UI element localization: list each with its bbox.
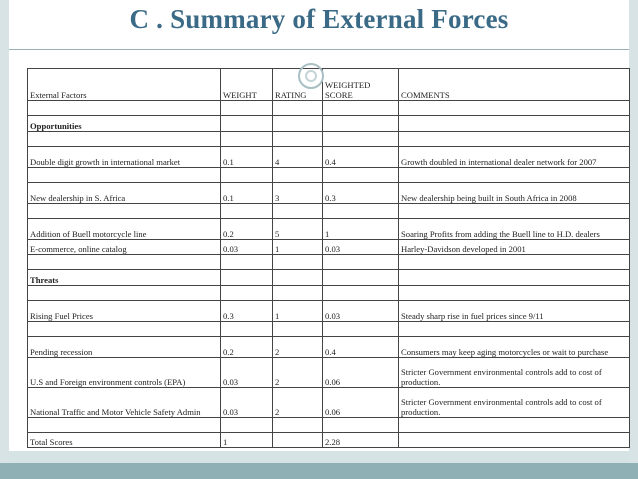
slide-title: C . Summary of External Forces (129, 4, 509, 34)
factor-cell: U.S and Foreign environment controls (EPA) (28, 358, 221, 388)
factor-cell: Rising Fuel Prices (28, 301, 221, 322)
comment-cell: New dealership being built in South Africa in 2008 (399, 183, 630, 204)
comment-cell: Soaring Profits from adding the Buell line to H.D. dealers (399, 219, 630, 240)
score-cell: 0.4 (323, 337, 399, 358)
weight-cell: 0.03 (221, 240, 273, 255)
factor-cell: Addition of Buell motorcycle line (28, 219, 221, 240)
score-cell: 0.06 (323, 358, 399, 388)
weight-cell: 0.1 (221, 147, 273, 168)
factor-cell: E-commerce, online catalog (28, 240, 221, 255)
comment-cell: Stricter Government environmental controls add to cost of production. (399, 388, 630, 418)
rating-cell: 1 (273, 301, 323, 322)
score-cell: 0.03 (323, 240, 399, 255)
rating-cell: 2 (273, 337, 323, 358)
header-weight: WEIGHT (221, 69, 273, 101)
rating-cell: 2 (273, 388, 323, 418)
section-label-opportunities: Opportunities (28, 116, 221, 132)
table-row (28, 240, 630, 255)
factor-cell: Pending recession (28, 337, 221, 358)
comment-cell: Stricter Government environmental controls add to cost of production. (399, 358, 630, 388)
table-spacer-row (28, 101, 630, 116)
table-spacer-row (28, 286, 630, 301)
rating-cell: 1 (273, 240, 323, 255)
decorative-circle-icon (298, 63, 324, 89)
score-cell: 1 (323, 219, 399, 240)
table-spacer-row (28, 204, 630, 219)
score-cell: 0.06 (323, 388, 399, 418)
comment-cell: Steady sharp rise in fuel prices since 9/11 (399, 301, 630, 322)
left-frame-border (0, 0, 9, 479)
weight-cell: 0.1 (221, 183, 273, 204)
bottom-frame-band-light (9, 451, 629, 463)
table-row (28, 301, 630, 322)
header-weighted-score: WEIGHTED SCORE (323, 69, 399, 101)
rating-cell: 5 (273, 219, 323, 240)
comment-cell: Harley-Davidson developed in 2001 (399, 240, 630, 255)
table-row (28, 183, 630, 204)
table-spacer-row (28, 418, 630, 433)
table-row (28, 147, 630, 168)
rating-cell: 3 (273, 183, 323, 204)
weight-cell: 0.03 (221, 358, 273, 388)
title-underline (9, 49, 629, 50)
score-cell: 0.4 (323, 147, 399, 168)
weight-cell: 0.3 (221, 301, 273, 322)
table-header-row (28, 69, 630, 101)
weight-cell: 0.03 (221, 388, 273, 418)
comment-cell: Growth doubled in international dealer network for 2007 (399, 147, 630, 168)
bottom-frame-band (0, 463, 638, 479)
factor-cell: New dealership in S. Africa (28, 183, 221, 204)
weight-cell: 0.2 (221, 337, 273, 358)
header-external-factors: External Factors (28, 69, 221, 101)
table-row (28, 219, 630, 240)
factor-cell: National Traffic and Motor Vehicle Safety Admin (28, 388, 221, 418)
total-weight: 1 (221, 433, 273, 448)
table-spacer-row (28, 132, 630, 147)
rating-cell: 4 (273, 147, 323, 168)
section-row-threats (28, 270, 630, 286)
total-label: Total Scores (28, 433, 221, 448)
factor-cell: Double digit growth in international market (28, 147, 221, 168)
table-spacer-row (28, 322, 630, 337)
weight-cell: 0.2 (221, 219, 273, 240)
right-frame-border (629, 0, 638, 479)
table-spacer-row (28, 255, 630, 270)
section-label-threats: Threats (28, 270, 221, 286)
header-rating: RATING (273, 69, 323, 101)
header-comments: COMMENTS (399, 69, 630, 101)
table-spacer-row (28, 168, 630, 183)
section-row-opportunities (28, 116, 630, 132)
score-cell: 0.03 (323, 301, 399, 322)
score-cell: 0.3 (323, 183, 399, 204)
total-row (28, 433, 630, 448)
total-score: 2.28 (323, 433, 399, 448)
table-row (28, 388, 630, 418)
table-row (28, 337, 630, 358)
comment-cell: Consumers may keep aging motorcycles or wait to purchase (399, 337, 630, 358)
rating-cell: 2 (273, 358, 323, 388)
table-row (28, 358, 630, 388)
external-forces-table (27, 68, 630, 448)
